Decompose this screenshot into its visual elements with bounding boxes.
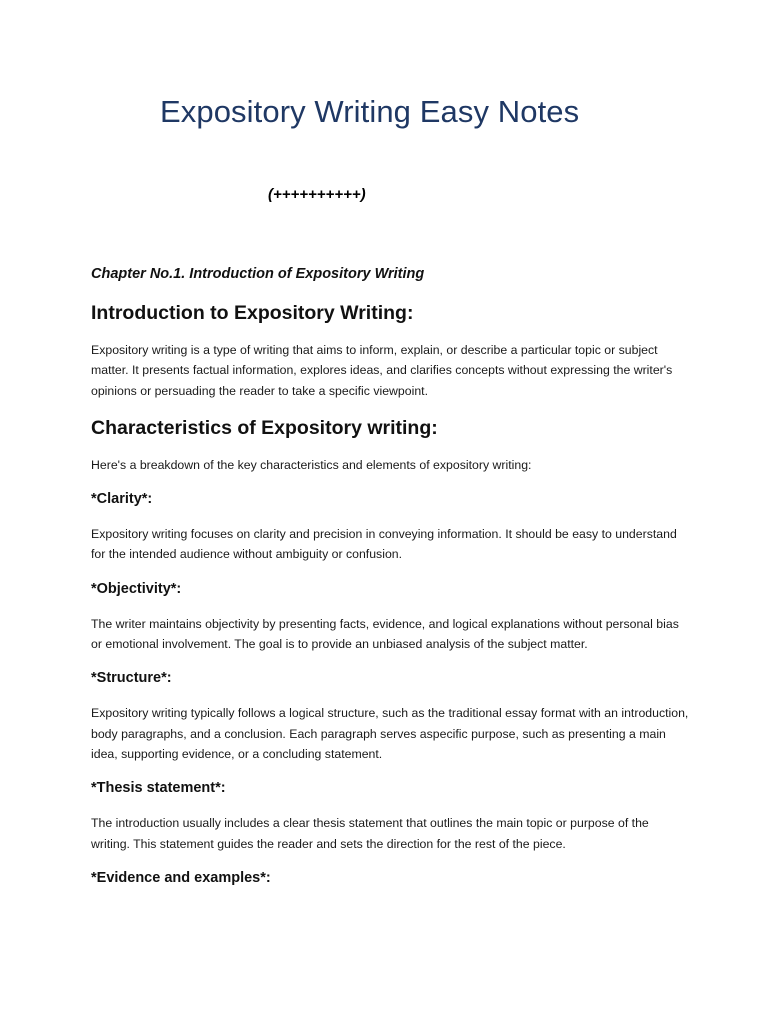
evidence-examples-heading: *Evidence and examples*: — [91, 869, 271, 886]
thesis-statement-paragraph: The introduction usually includes a clear thesis statement that outlines the main topic or purpose of the writing. This statement guides the reader and sets the direction for the rest of the piece. — [91, 816, 649, 851]
objectivity-paragraph: The writer maintains objectivity by presenting facts, evidence, and logical explanations without personal bias or emotional involvement. The goal is to provide an unbiased analysis of the subject matter. — [91, 616, 679, 652]
structure-paragraph: Expository writing typically follows a logical structure, such as the traditional essay format with an introduction, body paragraphs, and a conclusion. Each paragraph serves aspecific purpose, such as presenting a main idea, supporting evidence, or a concluding statement. — [91, 706, 689, 761]
clarity-paragraph: Expository writing focuses on clarity and precision in conveying information. It should be easy to understand for the intended audience without ambiguity or confusion. — [91, 527, 677, 562]
chapter-heading: Chapter No.1. Introduction of Expository Writing — [91, 266, 425, 282]
intro-paragraph: Expository writing is a type of writing that aims to inform, explain, or describe a particular topic or subject matter. It presents factual information, explores ideas, and clarifies concepts without expressing the writer's opinions or persuading the reader to take a specific viewpoint. — [91, 343, 673, 398]
objectivity-heading: *Objectivity*: — [91, 580, 182, 597]
characteristics-heading: Characteristics of Expository writing: — [91, 416, 438, 439]
characteristics-lead: Here's a breakdown of the key characteristics and elements of expository writing: — [91, 457, 532, 472]
document-title: Expository Writing Easy Notes — [160, 94, 580, 129]
structure-heading: *Structure*: — [91, 670, 172, 687]
document-subtitle: (++++++++++) — [268, 186, 366, 203]
clarity-heading: *Clarity*: — [91, 491, 153, 508]
document-body — [91, 264, 691, 903]
thesis-statement-heading: *Thesis statement*: — [91, 780, 226, 797]
intro-heading: Introduction to Expository Writing: — [91, 302, 414, 324]
